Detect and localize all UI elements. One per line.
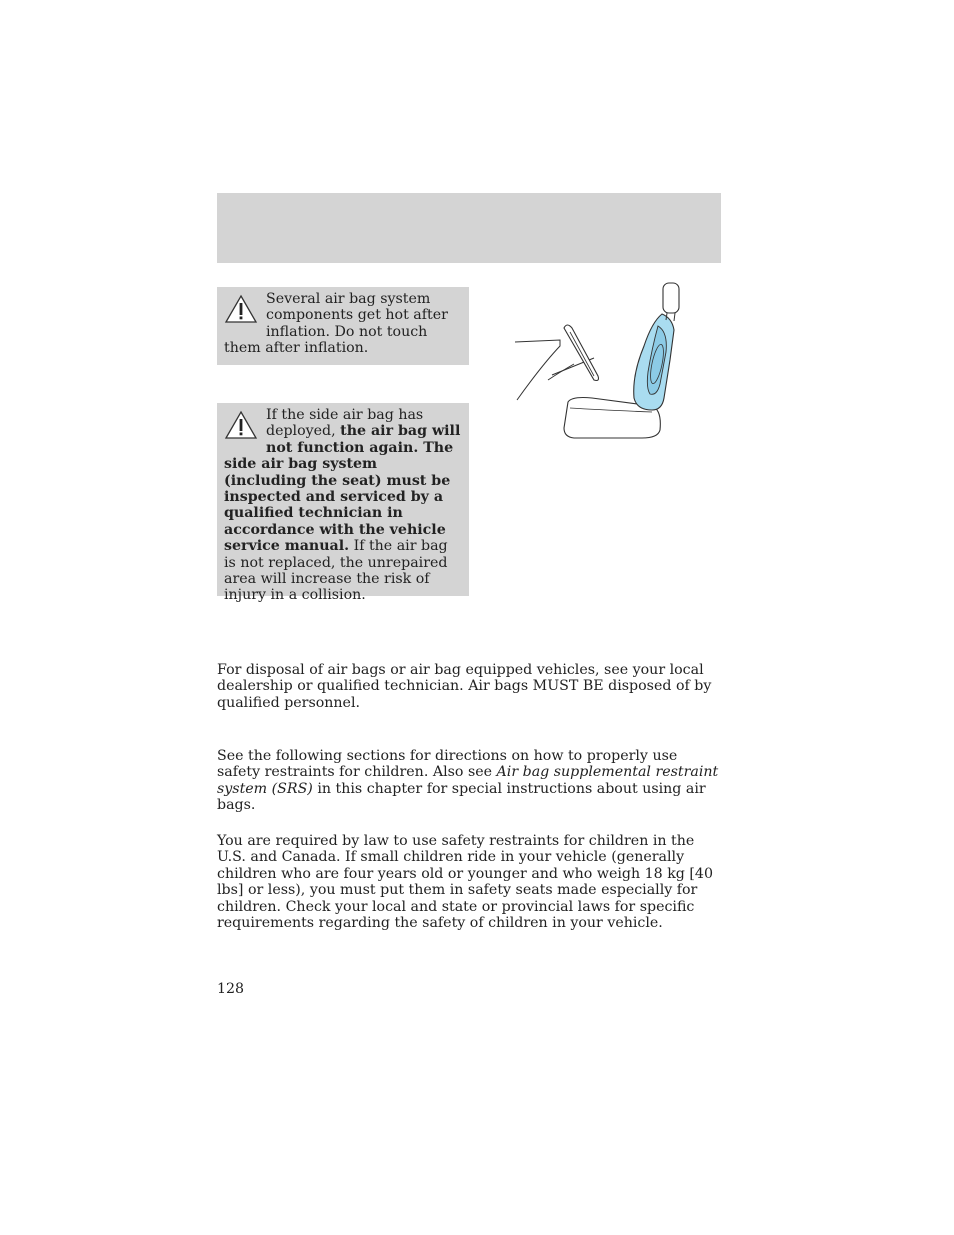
chapter-header-band [217, 193, 721, 263]
side-airbag-seat-illustration [512, 280, 692, 442]
paragraph-child-law: You are required by law to use safety restraints for children in the U.S. and Canada. If small children ride in your vehicle (generally children who are four years old or younger and who weigh 18 kg [40 lbs] or less), you must put them in safety seats made especially for children. Check your local and state or provincial laws for specific requirements regarding the safety of children in your vehicle. [217, 833, 713, 932]
warning-text: Several air bag system components get hot after inflation. Do not touch them after inflation. [224, 291, 448, 357]
warning-text-pre: If the side air bag has deployed, [266, 407, 424, 440]
paragraph-child-pre: See the following sections for directions on how to properly use safety restraints for children. Also see [217, 748, 678, 781]
warning-triangle-icon [224, 410, 258, 440]
paragraph-child-post: in this chapter for special instructions about using air bags. [217, 780, 706, 814]
paragraph-airbag-disposal: For disposal of air bags or air bag equipped vehicles, see your local dealership or qualified technician. Air bags MUST BE disposed of by qualified personnel. [217, 662, 712, 711]
warning-text-bold: the air bag will not function again. The side air bag system (including the seat) must be inspected and serviced by a qualified technician in accordance with the vehicle service manual. [224, 423, 461, 555]
warning-box-side-airbag-deployed [217, 403, 469, 604]
page-number: 128 [217, 981, 245, 997]
warning-text-post: If the air bag is not replaced, the unrepaired area will increase the risk of injury in a collision. [224, 538, 448, 604]
warning-box-hot-components [217, 287, 469, 365]
paragraph-child-restraints [217, 748, 723, 814]
cross-reference-srs: Air bag supplemental restraint system (SRS) [217, 764, 719, 797]
warning-triangle-icon [224, 294, 258, 324]
